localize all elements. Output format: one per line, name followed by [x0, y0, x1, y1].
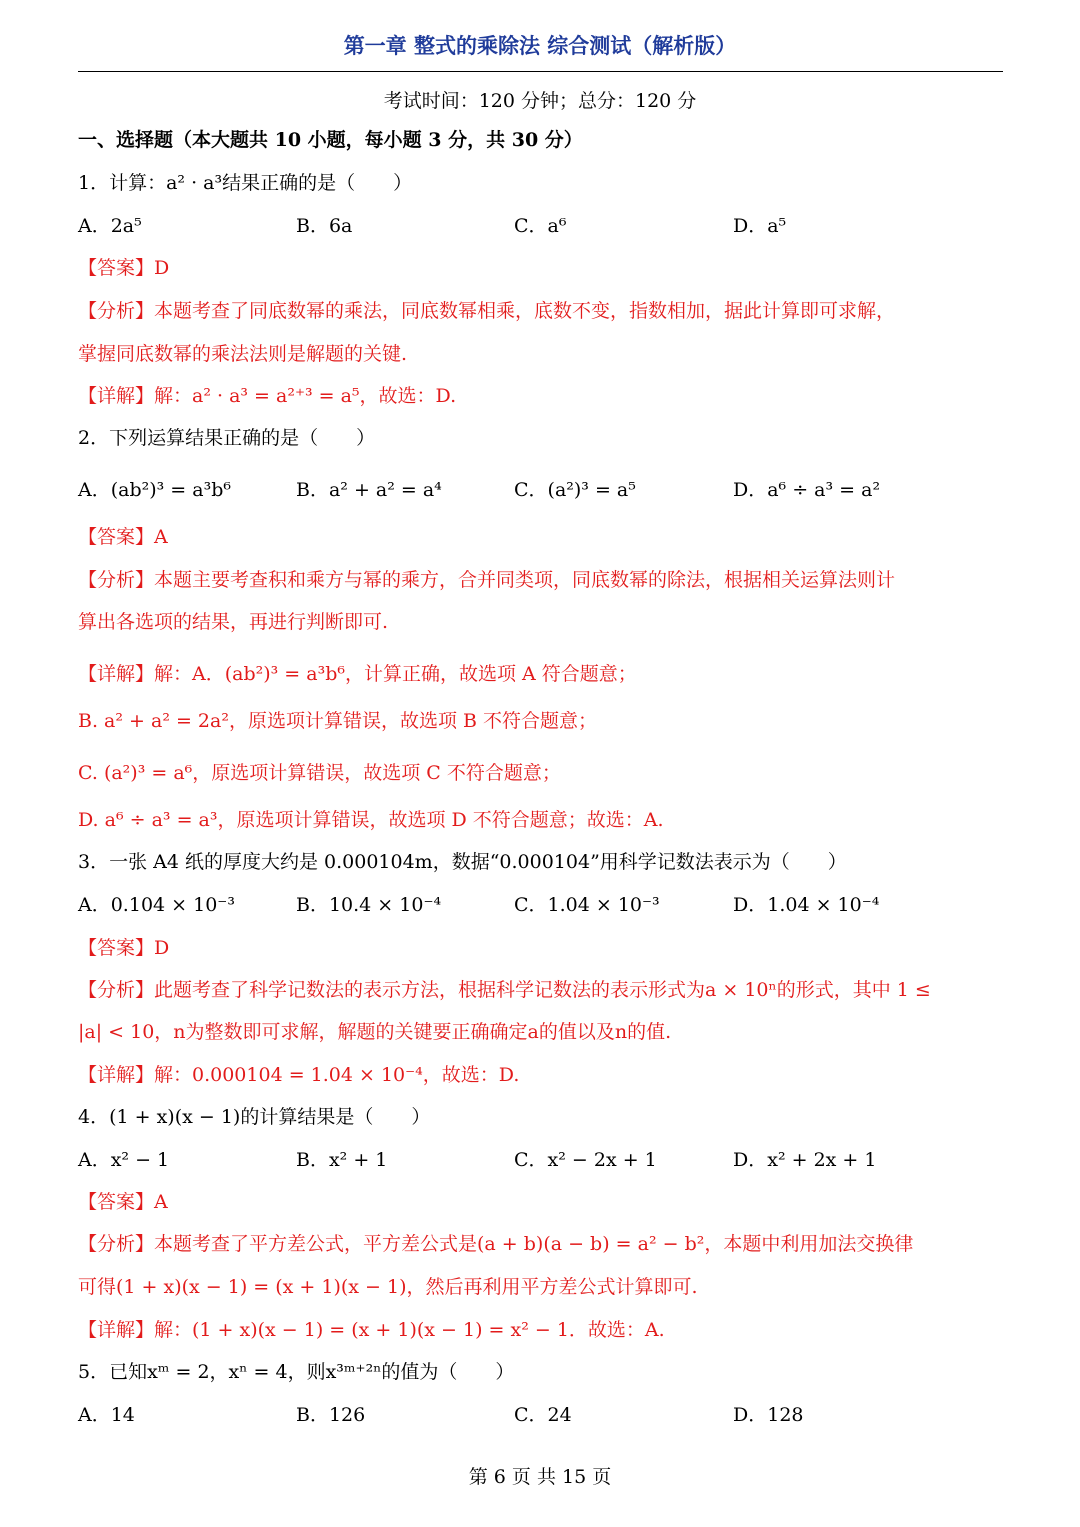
q4-stem: 4．(1 + x)(x − 1)的计算结果是（ ） [78, 1106, 431, 1128]
q5-option-b: B．126 [296, 1404, 366, 1426]
q5-stem: 5．已知xᵐ = 2，xⁿ = 4，则x³ᵐ⁺²ⁿ的值为（ ） [78, 1361, 515, 1383]
q3-detail: 【详解】解：0.000104 = 1.04 × 10⁻⁴，故选：D. [78, 1064, 520, 1086]
q4-answer: 【答案】A [78, 1191, 168, 1213]
q1-stem: 1．计算：a² · a³结果正确的是（ ） [78, 172, 413, 194]
q4-option-c: C．x² − 2x + 1 [514, 1149, 657, 1171]
q5-option-d: D．128 [733, 1404, 804, 1426]
q3-analysis-line1: 【分析】此题考查了科学记数法的表示方法，根据科学记数法的表示形式为a × 10ⁿ的形式，其中 1 ≤ [78, 979, 931, 1001]
document-title: 第一章 整式的乘除法 综合测试（解析版） [343, 34, 737, 58]
section-title: 一、选择题（本大题共 10 小题，每小题 3 分，共 30 分） [78, 129, 583, 151]
q3-answer: 【答案】D [78, 937, 170, 959]
page-number: 第 6 页 共 15 页 [468, 1466, 612, 1488]
q2-answer: 【答案】A [78, 526, 168, 548]
q1-answer: 【答案】D [78, 257, 170, 279]
q3-option-a: A．0.104 × 10⁻³ [78, 894, 235, 916]
q4-option-b: B．x² + 1 [296, 1149, 388, 1171]
q2-detail-d: D. a⁶ ÷ a³ = a³，原选项计算错误，故选项 D 不符合题意；故选：A. [78, 809, 664, 831]
q1-option-b: B．6a [296, 215, 353, 237]
q1-analysis-line1: 【分析】本题考查了同底数幂的乘法，同底数幂相乘，底数不变，指数相加，据此计算即可求解， [78, 300, 896, 322]
q2-analysis-line2: 算出各选项的结果，再进行判断即可. [78, 611, 389, 633]
q2-detail-a: 【详解】解：A．(ab²)³ = a³b⁶，计算正确，故选项 A 符合题意； [78, 663, 637, 685]
q4-analysis-line1: 【分析】本题考查了平方差公式，平方差公式是(a + b)(a − b) = a² − b²，本题中利用加法交换律 [78, 1233, 914, 1255]
q3-option-b: B．10.4 × 10⁻⁴ [296, 894, 442, 916]
q2-option-d: D．a⁶ ÷ a³ = a² [733, 479, 881, 501]
q5-option-a: A．14 [78, 1404, 135, 1426]
q1-option-c: C．a⁶ [514, 215, 567, 237]
q3-option-c: C．1.04 × 10⁻³ [514, 894, 660, 916]
q2-analysis-line1: 【分析】本题主要考查积和乘方与幂的乘方，合并同类项，同底数幂的除法，根据相关运算法则计 [78, 569, 896, 591]
q1-detail: 【详解】解：a² · a³ = a²⁺³ = a⁵，故选：D. [78, 385, 457, 407]
q4-option-d: D．x² + 2x + 1 [733, 1149, 877, 1171]
q2-detail-b: B. a² + a² = 2a²，原选项计算错误，故选项 B 不符合题意； [78, 710, 598, 732]
q4-analysis-line2: 可得(1 + x)(x − 1) = (x + 1)(x − 1)，然后再利用平方差公式计算即可. [78, 1276, 698, 1298]
q2-stem: 2．下列运算结果正确的是（ ） [78, 427, 376, 449]
q5-option-c: C．24 [514, 1404, 572, 1426]
q4-detail: 【详解】解：(1 + x)(x − 1) = (x + 1)(x − 1) = x² − 1．故选：A. [78, 1319, 665, 1341]
q4-option-a: A．x² − 1 [78, 1149, 170, 1171]
q2-option-a: A．(ab²)³ = a³b⁶ [78, 479, 231, 501]
q1-option-d: D．a⁵ [733, 215, 787, 237]
header-divider [78, 71, 1003, 72]
q2-option-b: B．a² + a² = a⁴ [296, 479, 442, 501]
exam-info: 考试时间：120 分钟；总分：120 分 [383, 90, 697, 112]
q3-option-d: D．1.04 × 10⁻⁴ [733, 894, 880, 916]
q2-detail-c: C. (a²)³ = a⁶，原选项计算错误，故选项 C 不符合题意； [78, 762, 561, 784]
q3-analysis-line2: |a| < 10，n为整数即可求解，解题的关键要正确确定a的值以及n的值. [78, 1021, 672, 1043]
q3-stem: 3．一张 A4 纸的厚度大约是 0.000104m，数据“0.000104”用科学记数法表示为（ ） [78, 851, 847, 873]
q2-option-c: C．(a²)³ = a⁵ [514, 479, 636, 501]
q1-option-a: A．2a⁵ [78, 215, 142, 237]
q1-analysis-line2: 掌握同底数幂的乘法法则是解题的关键. [78, 343, 408, 365]
